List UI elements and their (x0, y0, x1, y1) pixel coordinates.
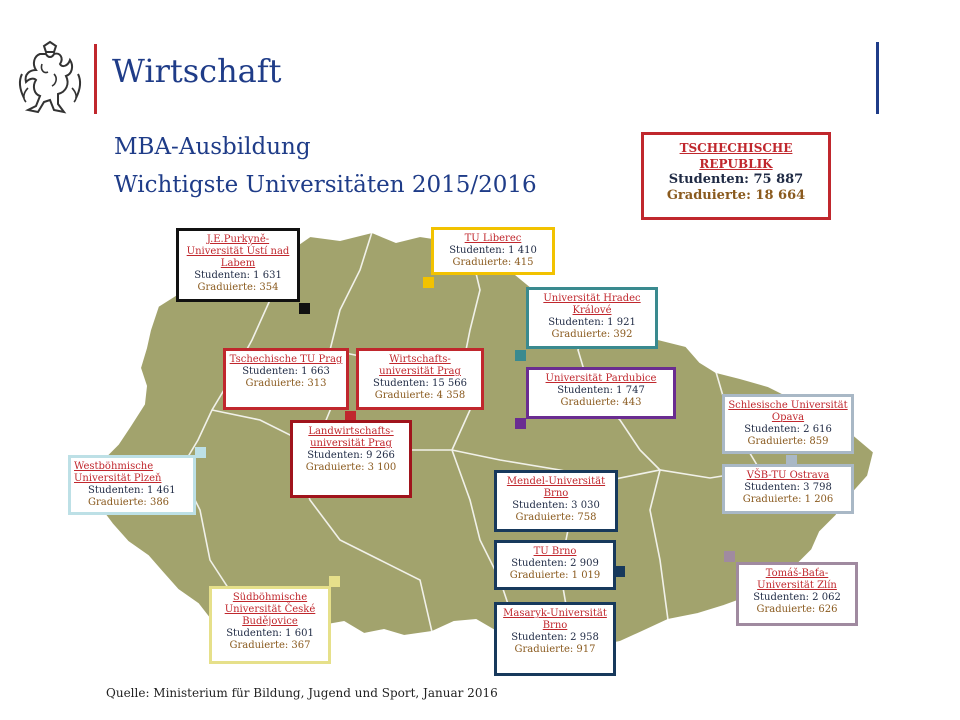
university-graduates: Graduierte: 443 (560, 397, 642, 408)
university-graduates: Graduierte: 4 358 (374, 390, 466, 401)
source-note: Quelle: Ministerium für Bildung, Jugend und Sport, Januar 2016 (106, 686, 498, 700)
university-name: TU Liberec (464, 233, 522, 244)
university-graduates: Graduierte: 1 206 (742, 494, 834, 505)
republic-students: Studenten: 75 887 (668, 172, 804, 187)
republic-summary-box (641, 132, 831, 220)
university-box (722, 394, 854, 454)
university-name: Schlesische Universität Opava (728, 400, 848, 423)
university-name: Landwirtschafts-universität Prag (308, 426, 394, 449)
university-box (176, 228, 300, 302)
university-students: Studenten: 15 566 (373, 378, 467, 389)
university-students: Studenten: 2 062 (753, 592, 841, 603)
university-name: Universität Pardubice (545, 373, 657, 384)
university-students: Studenten: 2 909 (511, 558, 599, 569)
university-box (209, 586, 331, 664)
university-graduates: Graduierte: 859 (747, 436, 829, 447)
university-box (494, 602, 616, 676)
university-students: Studenten: 1 663 (242, 366, 330, 377)
university-box (736, 562, 858, 626)
university-students: Studenten: 9 266 (307, 450, 395, 461)
page-title: Wirtschaft (112, 52, 282, 90)
university-graduates: Graduierte: 386 (88, 497, 170, 508)
university-box (526, 287, 658, 349)
university-name: Wirtschafts-universität Prag (379, 354, 461, 377)
university-name: VŠB-TU Ostrava (746, 470, 830, 481)
university-name: Westböhmische Universität Plzeň (74, 461, 162, 484)
university-box (356, 348, 484, 410)
university-students: Studenten: 1 631 (194, 270, 282, 281)
university-box (494, 540, 616, 590)
university-students: Studenten: 3 798 (744, 482, 832, 493)
republic-graduates: Graduierte: 18 664 (666, 188, 806, 203)
university-graduates: Graduierte: 758 (515, 512, 597, 523)
university-students: Studenten: 1 747 (557, 385, 645, 396)
university-name: Masaryk-Universität Brno (503, 608, 607, 631)
university-box (223, 348, 349, 410)
university-name: Universität Hradec Králové (543, 293, 641, 316)
marker-zlin (724, 551, 735, 562)
university-box (526, 367, 676, 419)
university-graduates: Graduierte: 917 (514, 644, 596, 655)
university-name: Südböhmische Universität České Budějovice (224, 592, 316, 627)
university-graduates: Graduierte: 354 (197, 282, 279, 293)
university-students: Studenten: 1 601 (226, 628, 314, 639)
marker-pardubice (515, 418, 526, 429)
university-graduates: Graduierte: 367 (229, 640, 311, 651)
university-box (431, 227, 555, 275)
university-graduates: Graduierte: 3 100 (305, 462, 397, 473)
university-box (722, 464, 854, 514)
marker-plzen (195, 447, 206, 458)
marker-usti (299, 303, 310, 314)
university-box (68, 455, 196, 515)
university-graduates: Graduierte: 1 019 (509, 570, 601, 581)
university-graduates: Graduierte: 626 (756, 604, 838, 615)
subtitle-universities: Wichtigste Universitäten 2015/2016 (114, 172, 537, 198)
university-students: Studenten: 2 958 (511, 632, 599, 643)
marker-hradec (515, 350, 526, 361)
university-name: Tomáš-Baťa-Universität Zlín (757, 568, 837, 591)
university-students: Studenten: 1 410 (449, 245, 537, 256)
university-name: J.E.Purkyně-Universität Ústí nad Labem (186, 234, 290, 269)
university-name: Mendel-Universität Brno (506, 476, 606, 499)
university-graduates: Graduierte: 415 (452, 257, 534, 268)
republic-name: TSCHECHISCHE REPUBLIK (679, 141, 793, 171)
university-box (290, 420, 412, 498)
university-students: Studenten: 2 616 (744, 424, 832, 435)
subtitle-mba: MBA-Ausbildung (114, 134, 311, 160)
university-students: Studenten: 1 921 (548, 317, 636, 328)
marker-liberec (423, 277, 434, 288)
university-box (494, 470, 618, 532)
university-students: Studenten: 1 461 (88, 485, 176, 496)
university-students: Studenten: 3 030 (512, 500, 600, 511)
university-name: TU Brno (533, 546, 577, 557)
university-graduates: Graduierte: 392 (551, 329, 633, 340)
university-name: Tschechische TU Prag (229, 354, 343, 365)
university-graduates: Graduierte: 313 (245, 378, 327, 389)
